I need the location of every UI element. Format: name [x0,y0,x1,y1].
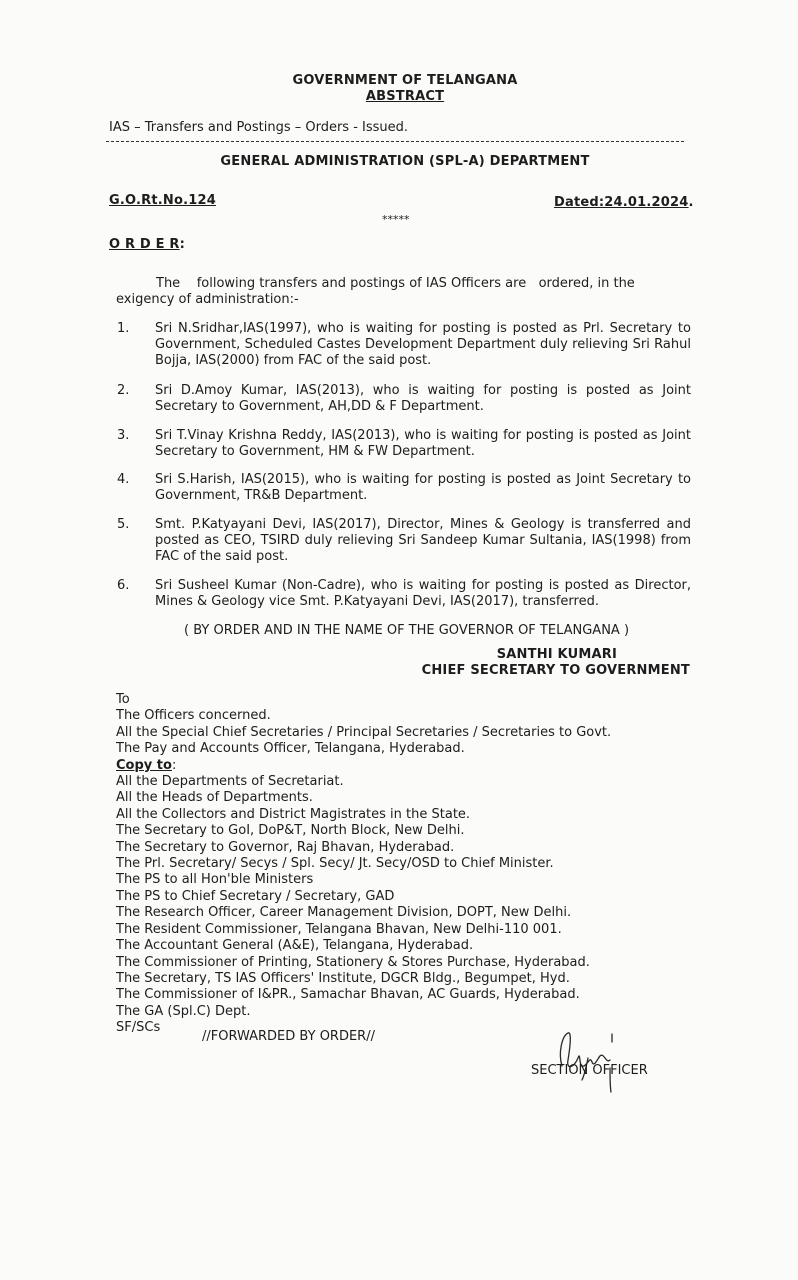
go-number: G.O.Rt.No.124 [109,193,216,208]
government-title: GOVERNMENT OF TELANGANA [292,73,518,88]
copy-to-heading [116,758,611,774]
signatory-title: CHIEF SECRETARY TO GOVERNMENT [421,663,690,678]
list-item: The Secretary, TS IAS Officers' Institute, DGCR Bldg., Begumpet, Hyd. [116,970,570,986]
date-value: Dated:24.01.2024 [554,195,689,210]
list-item: The Prl. Secretary/ Secys / Spl. Secy/ Jt. Secy/OSD to Chief Minister. [116,856,554,872]
list-item: All the Departments of Secretariat. [116,774,344,790]
list-item: The PS to Chief Secretary / Secretary, GAD [116,888,395,904]
date-suffix: . [688,195,694,210]
order-item: Sri T.Vinay Krishna Reddy, IAS(2013), who is waiting for posting is posted as Joint Secretary to Government, HM & FW Department. [155,428,691,459]
order-heading [109,237,185,252]
date-line [554,195,694,210]
intro-line-1: The following transfers and postings of IAS Officers are ordered, in the [156,276,635,291]
list-item: The Secretary to Governor, Raj Bhavan, Hyderabad. [116,839,455,855]
list-item: The Officers concerned. [116,708,271,724]
stars-separator: ***** [382,213,410,226]
copy-to-colon: : [171,757,177,773]
order-item: Sri S.Harish, IAS(2015), who is waiting for posting is posted as Joint Secretary to Government, TR&B Department. [155,472,691,503]
list-item: The Commissioner of I&PR., Samachar Bhavan, AC Guards, Hyderabad. [116,987,580,1003]
dashed-divider [106,141,684,142]
copy-to-label: Copy to [116,757,172,773]
section-officer-label: SECTION OFFICER [531,1063,648,1078]
list-item: All the Heads of Departments. [116,790,313,806]
to-label: To [116,692,130,707]
item-number: 1. [117,321,130,336]
list-item: The Accountant General (A&E), Telangana, Hyderabad. [116,938,474,954]
list-item: SF/SCs [116,1020,161,1036]
subject-line: IAS – Transfers and Postings – Orders - Issued. [109,120,409,135]
signatory-name: SANTHI KUMARI [496,647,617,662]
abstract-heading [0,89,798,104]
list-item: All the Collectors and District Magistrates in the State. [116,806,471,822]
item-number: 3. [117,428,130,443]
intro-line-2: exigency of administration:- [116,292,299,307]
signature-scribble [548,1028,638,1094]
order-item: Smt. P.Katyayani Devi, IAS(2017), Director, Mines & Geology is transferred and posted as CEO, TSIRD duly relieving Sri Sandeep Kumar Sultania, IAS(1998) from FAC of the said post. [155,517,691,564]
list-item: The Research Officer, Career Management Division, DOPT, New Delhi. [116,905,572,921]
list-item: The Pay and Accounts Officer, Telangana, Hyderabad. [116,741,465,757]
list-item: The PS to all Hon'ble Ministers [116,872,314,888]
item-number: 4. [117,472,130,487]
order-item: Sri Susheel Kumar (Non-Cadre), who is waiting for posting is posted as Director, Mines & Geology vice Smt. P.Katyayani Devi, IAS(2017), transferred. [155,578,691,609]
order-label: O R D E R [109,237,180,252]
list-item: The GA (Spl.C) Dept. [116,1003,251,1019]
abstract-label: ABSTRACT [365,89,445,104]
list-item: The Secretary to GoI, DoP&T, North Block, New Delhi. [116,823,465,839]
by-order-line: ( BY ORDER AND IN THE NAME OF THE GOVERNOR OF TELANGANA ) [184,623,630,638]
item-number: 2. [117,383,130,398]
order-item: Sri D.Amoy Kumar, IAS(2013), who is waiting for posting is posted as Joint Secretary to Government, AH,DD & F Department. [155,383,691,414]
signature [548,1028,638,1094]
list-item: The Commissioner of Printing, Stationery & Stores Purchase, Hyderabad. [116,954,590,970]
list-item: All the Special Chief Secretaries / Principal Secretaries / Secretaries to Govt. [116,724,612,740]
item-number: 5. [117,517,130,532]
department-title: GENERAL ADMINISTRATION (SPL-A) DEPARTMENT [220,154,590,169]
item-number: 6. [117,578,130,593]
distribution-list [116,692,611,1037]
order-item: Sri N.Sridhar,IAS(1997), who is waiting for posting is posted as Prl. Secretary to Government, Scheduled Castes Development Department duly relieving Sri Rahul Bojja, IAS(2000) from FAC of the said post. [155,321,691,368]
list-item: The Resident Commissioner, Telangana Bhavan, New Delhi-110 001. [116,921,562,937]
forwarded-by-order: //FORWARDED BY ORDER// [202,1029,375,1044]
order-colon: : [179,237,186,252]
